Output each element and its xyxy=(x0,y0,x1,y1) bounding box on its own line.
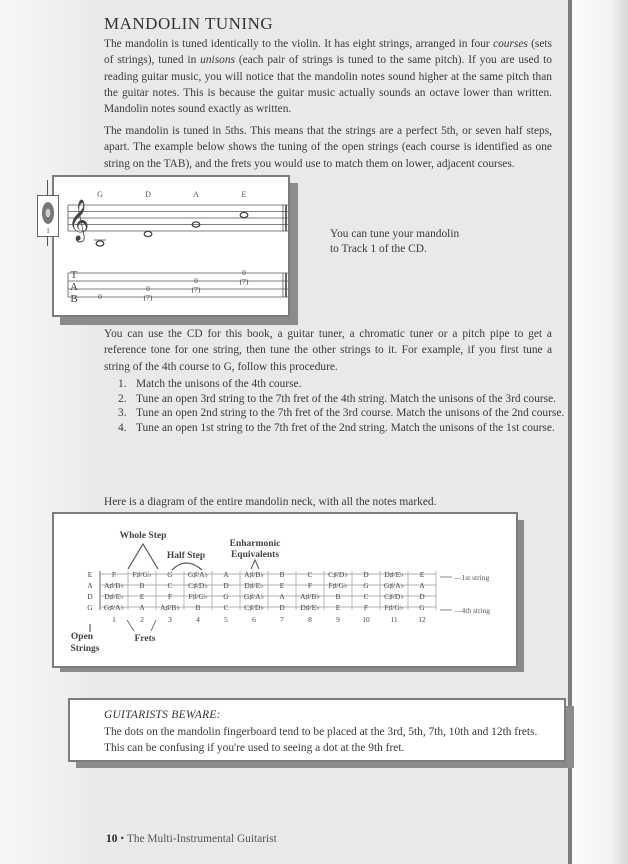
fret-note: D xyxy=(363,570,369,579)
fret-note: A♯/B♭ xyxy=(300,592,320,601)
fret-note: D♯/E♭ xyxy=(384,570,404,579)
book-title: The Multi-Instrumental Guitarist xyxy=(126,833,277,845)
fret-note: F xyxy=(363,603,369,612)
svg-text:(7): (7) xyxy=(191,285,201,294)
strings-label: Strings xyxy=(70,644,100,654)
fret-number: 12 xyxy=(418,615,426,624)
procedure-step: 3. Tune an open 2nd string to the 7th fret of the 3rd course. Match the unisons of the 2nd course. xyxy=(118,407,565,419)
page-footer: 10 • The Multi-Instrumental Guitarist xyxy=(106,833,277,845)
fret-note: D xyxy=(419,592,425,601)
half-step-label: Half Step xyxy=(166,551,206,561)
staff-notes xyxy=(96,212,248,246)
svg-text:0: 0 xyxy=(242,268,246,277)
enharmonic-label: Enharmonic xyxy=(229,539,281,549)
svg-text:0: 0 xyxy=(98,292,102,301)
fret-note: F xyxy=(111,570,117,579)
fret-note: G xyxy=(419,603,425,612)
fret-note: F xyxy=(167,592,173,601)
open-string-note: G xyxy=(87,603,93,612)
fret-note: A♯/B♭ xyxy=(104,581,124,590)
open-string-note: D xyxy=(87,592,93,601)
reference-paragraph: You can use the CD for this book, a guitar tuner, a chromatic tuner or a pitch pipe to get a reference tone for one string, then tune the other strings to it. For example, if you first tune a string of the 4th course to G, follow this procedure. xyxy=(104,328,552,373)
fret-note: E xyxy=(419,570,425,579)
fret-note: D♯/E♭ xyxy=(244,581,264,590)
fret-note: G♯/A♭ xyxy=(187,570,209,579)
treble-clef-icon: 𝄞 xyxy=(68,200,90,240)
fret-number: 8 xyxy=(308,615,312,624)
tuning-notation xyxy=(54,177,288,315)
fret-number: 1 xyxy=(112,615,116,624)
fret-note: G♯/A♭ xyxy=(383,581,405,590)
term-courses: courses xyxy=(493,38,528,50)
fret-note: C xyxy=(167,581,173,590)
fret-note: G♯/A♭ xyxy=(243,592,265,601)
fret-number: 2 xyxy=(140,615,144,624)
fret-note: A♯/B♭ xyxy=(160,603,180,612)
cd-icon xyxy=(38,196,58,236)
svg-text:1: 1 xyxy=(46,227,50,235)
neck-intro-paragraph: Here is a diagram of the entire mandolin neck, with all the notes marked. xyxy=(104,496,437,508)
fret-note: A xyxy=(419,581,425,590)
open-string-note: E xyxy=(87,570,93,579)
fret-note: C xyxy=(223,603,229,612)
fret-note: A♯/B♭ xyxy=(244,570,264,579)
fret-note: B xyxy=(279,570,285,579)
frets-arrow-right xyxy=(151,620,156,631)
enharmonic-marker xyxy=(251,560,259,569)
fret-note: G xyxy=(223,592,229,601)
fret-note: C♯/D♭ xyxy=(384,592,404,601)
svg-text:(7): (7) xyxy=(143,293,153,302)
svg-text:(7): (7) xyxy=(239,277,249,286)
fret-number: 9 xyxy=(336,615,340,624)
fret-note: A xyxy=(279,592,285,601)
open-label: Open xyxy=(70,632,94,642)
note-name-d: D xyxy=(145,190,151,199)
fret-number: 10 xyxy=(362,615,370,624)
fret-note: E xyxy=(279,581,285,590)
tab-letter-t: T xyxy=(70,269,78,281)
frets-label: Frets xyxy=(134,634,156,644)
fret-note: B xyxy=(195,603,201,612)
note-name-g: G xyxy=(97,190,103,199)
intro-paragraph: The mandolin is tuned identically to the violin. It has eight strings, arranged in four courses (sets of strings), tuned in unisons (each pair of strings is tuned to the same pitch). If you are used to reading guitar music, you will notice that the mandolin notes sound higher at the same pitch than the guitar notes. This is because the guitar music actually sounds an octave lower than written. Mandolin notes sound exactly as written. xyxy=(104,38,552,116)
tab-letter-b: B xyxy=(70,293,78,305)
tuning-example-box xyxy=(52,175,290,317)
neck-diagram-box xyxy=(52,512,518,668)
cd-track-marker xyxy=(37,195,59,237)
whole-step-label: Whole Step xyxy=(119,531,167,541)
fret-number: 3 xyxy=(168,615,172,624)
note-name-a: A xyxy=(193,190,199,199)
fret-note: C xyxy=(307,570,313,579)
procedure-step: 1. Match the unisons of the 4th course. xyxy=(118,378,302,390)
note-name-e: E xyxy=(241,190,247,199)
fret-number: 5 xyxy=(224,615,228,624)
fret-note: E xyxy=(335,603,341,612)
equivalents-label: Equivalents xyxy=(230,550,280,560)
cd-track-note: You can tune your mandolin to Track 1 of the CD. xyxy=(330,228,460,255)
whole-step-marker xyxy=(128,544,158,569)
fret-note: G xyxy=(167,570,173,579)
first-string-label: —1st string xyxy=(454,573,490,582)
fret-note: F♯/G♭ xyxy=(384,603,404,612)
term-unisons: unisons xyxy=(200,54,235,67)
fourth-string-label: —4th string xyxy=(454,606,491,615)
fret-note: C♯/D♭ xyxy=(188,581,208,590)
fret-note: C♯/D♭ xyxy=(244,603,264,612)
open-string-note: A xyxy=(87,581,93,590)
tab-letter-a: A xyxy=(70,281,78,293)
fret-note: A xyxy=(139,603,145,612)
warning-text: The dots on the mandolin fingerboard tend to be placed at the 3rd, 5th, 7th, 10th and 12th frets. This can be confusing if you're used to seeing a dot at the 9th fret. xyxy=(104,726,538,754)
fret-note: D xyxy=(279,603,285,612)
fret-note: B xyxy=(335,592,341,601)
fret-note: C xyxy=(363,592,369,601)
fret-note: C♯/D♭ xyxy=(328,570,348,579)
svg-text:0: 0 xyxy=(194,276,198,285)
fret-note: F♯/G♭ xyxy=(188,592,208,601)
music-staff xyxy=(68,205,288,240)
fifths-paragraph: The mandolin is tuned in 5ths. This means that the strings are a perfect 5th, or seven half steps, apart. The example below shows the tuning of the open strings (each course is identified as one string on the TAB), and the frets you would use to match them on lower, adjacent courses. xyxy=(104,125,552,170)
page-number: 10 xyxy=(106,833,118,845)
fret-number: 7 xyxy=(280,615,284,624)
half-step-arc xyxy=(172,563,202,570)
warning-title: GUITARISTS BEWARE: xyxy=(104,709,221,721)
fret-number: 6 xyxy=(252,615,256,624)
fret-note: B xyxy=(139,581,145,590)
frets-arrow-left xyxy=(127,620,134,631)
fret-note: G xyxy=(363,581,369,590)
fret-note: F xyxy=(307,581,313,590)
fret-note: G♯/A♭ xyxy=(103,603,125,612)
fret-note: D♯/E♭ xyxy=(104,592,124,601)
svg-text:0: 0 xyxy=(146,284,150,293)
fret-note: A xyxy=(223,570,229,579)
fret-note: E xyxy=(139,592,145,601)
fret-notes xyxy=(87,570,426,624)
page-title: MANDOLIN TUNING xyxy=(104,14,274,33)
procedure-step: 4. Tune an open 1st string to the 7th fret of the 2nd string. Match the unisons of the 1st course. xyxy=(118,421,555,434)
fret-note: D xyxy=(223,581,229,590)
fret-note: F♯/G♭ xyxy=(132,570,152,579)
fret-note: F♯/G♭ xyxy=(328,581,348,590)
fret-note: D♯/E♭ xyxy=(300,603,320,612)
cd-marker-line-bottom xyxy=(47,236,48,246)
cd-marker-line-top xyxy=(47,180,48,195)
fret-number: 11 xyxy=(390,615,398,624)
fretboard-diagram xyxy=(54,514,516,666)
procedure-step: 2. Tune an open 3rd string to the 7th fret of the 4th string. Match the unisons of the 3rd course. xyxy=(118,392,557,405)
fret-number: 4 xyxy=(196,615,200,624)
tuning-procedure-list xyxy=(104,377,584,435)
